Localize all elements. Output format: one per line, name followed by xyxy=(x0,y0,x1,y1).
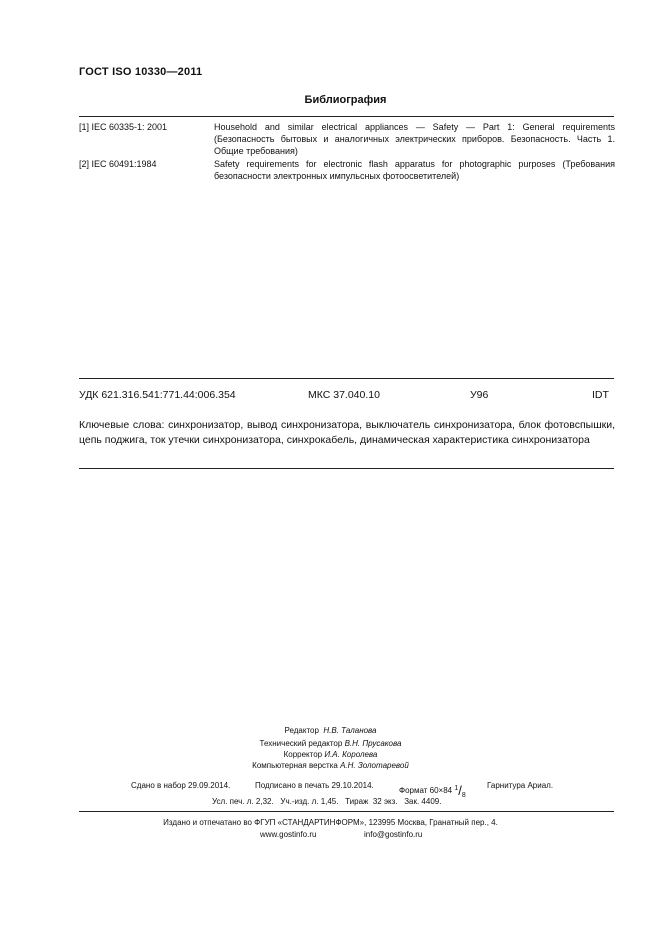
top-divider xyxy=(79,116,614,117)
classification-top-divider xyxy=(79,378,614,379)
signed-for-print: Подписано в печать 29.10.2014. xyxy=(255,781,374,790)
layout-label: Компьютерная верстка xyxy=(252,761,338,770)
bibliography-text-2: Safety requirements for electronic flash apparatus for photographic purposes (Требования безопасности электронных импульсных фотоосветителей) xyxy=(214,159,615,181)
format-fraction-denominator: 8 xyxy=(461,792,466,799)
format-84: 84 xyxy=(443,786,453,795)
layout-line xyxy=(0,761,661,770)
tech-editor-name: В.Н. Прусакова xyxy=(344,739,402,748)
tech-editor-line xyxy=(0,739,661,748)
mks-code: МКС 37.040.10 xyxy=(308,389,380,401)
okstu-code: У96 xyxy=(470,389,489,401)
format-label: Формат 60 xyxy=(399,786,439,795)
print-run-details: Усл. печ. л. 2,32. Уч.-изд. л. 1,45. Тираж 32 экз. Зак. 4409. xyxy=(212,797,442,806)
bibliography-title: Библиография xyxy=(304,94,387,106)
correspondence-degree: IDT xyxy=(592,389,609,401)
corrector-line xyxy=(0,750,661,759)
editor-name: Н.В. Таланова xyxy=(323,726,377,735)
format-fraction-numerator: 1 xyxy=(454,785,459,792)
publisher-email: info@gostinfo.ru xyxy=(364,830,423,839)
keywords: Ключевые слова: синхронизатор, вывод синхронизатора, выключатель синхронизатора, блок фотовспышки, цепь поджига, ток утечки синхронизатора, синхрокабель, динамическая характеристика синхронизатора xyxy=(79,419,615,446)
bibliography-ref-2: [2] IEC 60491:1984 xyxy=(79,159,157,169)
udk-code: УДК 621.316.541:771.44:006.354 xyxy=(79,389,236,401)
publisher-website: www.gostinfo.ru xyxy=(260,830,317,839)
fraction-slash-icon: / xyxy=(458,783,462,798)
corrector-name: И.А. Королева xyxy=(324,750,378,759)
paper-format xyxy=(399,781,466,799)
editor-label: Редактор xyxy=(284,726,319,735)
standard-header: ГОСТ ISO 10330—2011 xyxy=(79,66,203,78)
bibliography-ref-1: [1] IEC 60335-1: 2001 xyxy=(79,122,168,132)
bibliography-text-1: Household and similar electrical appliances — Safety — Part 1: General requirements (Безопасность бытовых и аналогичных электрических приборов. Безопасность. Часть 1. Общие требования) xyxy=(214,122,615,156)
format-times: × xyxy=(438,786,444,795)
editor-line xyxy=(0,726,661,735)
layout-name: А.Н. Золотаревой xyxy=(340,761,409,770)
typeface: Гарнитура Ариал. xyxy=(487,781,554,790)
tech-editor-label: Технический редактор xyxy=(259,739,343,748)
publisher-address: Издано и отпечатано во ФГУП «СТАНДАРТИНФОРМ», 123995 Москва, Гранатный пер., 4. xyxy=(163,818,498,827)
keywords-bottom-divider xyxy=(79,468,614,469)
sent-to-typesetting: Сдано в набор 29.09.2014. xyxy=(131,781,231,790)
publisher-divider xyxy=(79,811,614,812)
corrector-label: Корректор xyxy=(283,750,323,759)
